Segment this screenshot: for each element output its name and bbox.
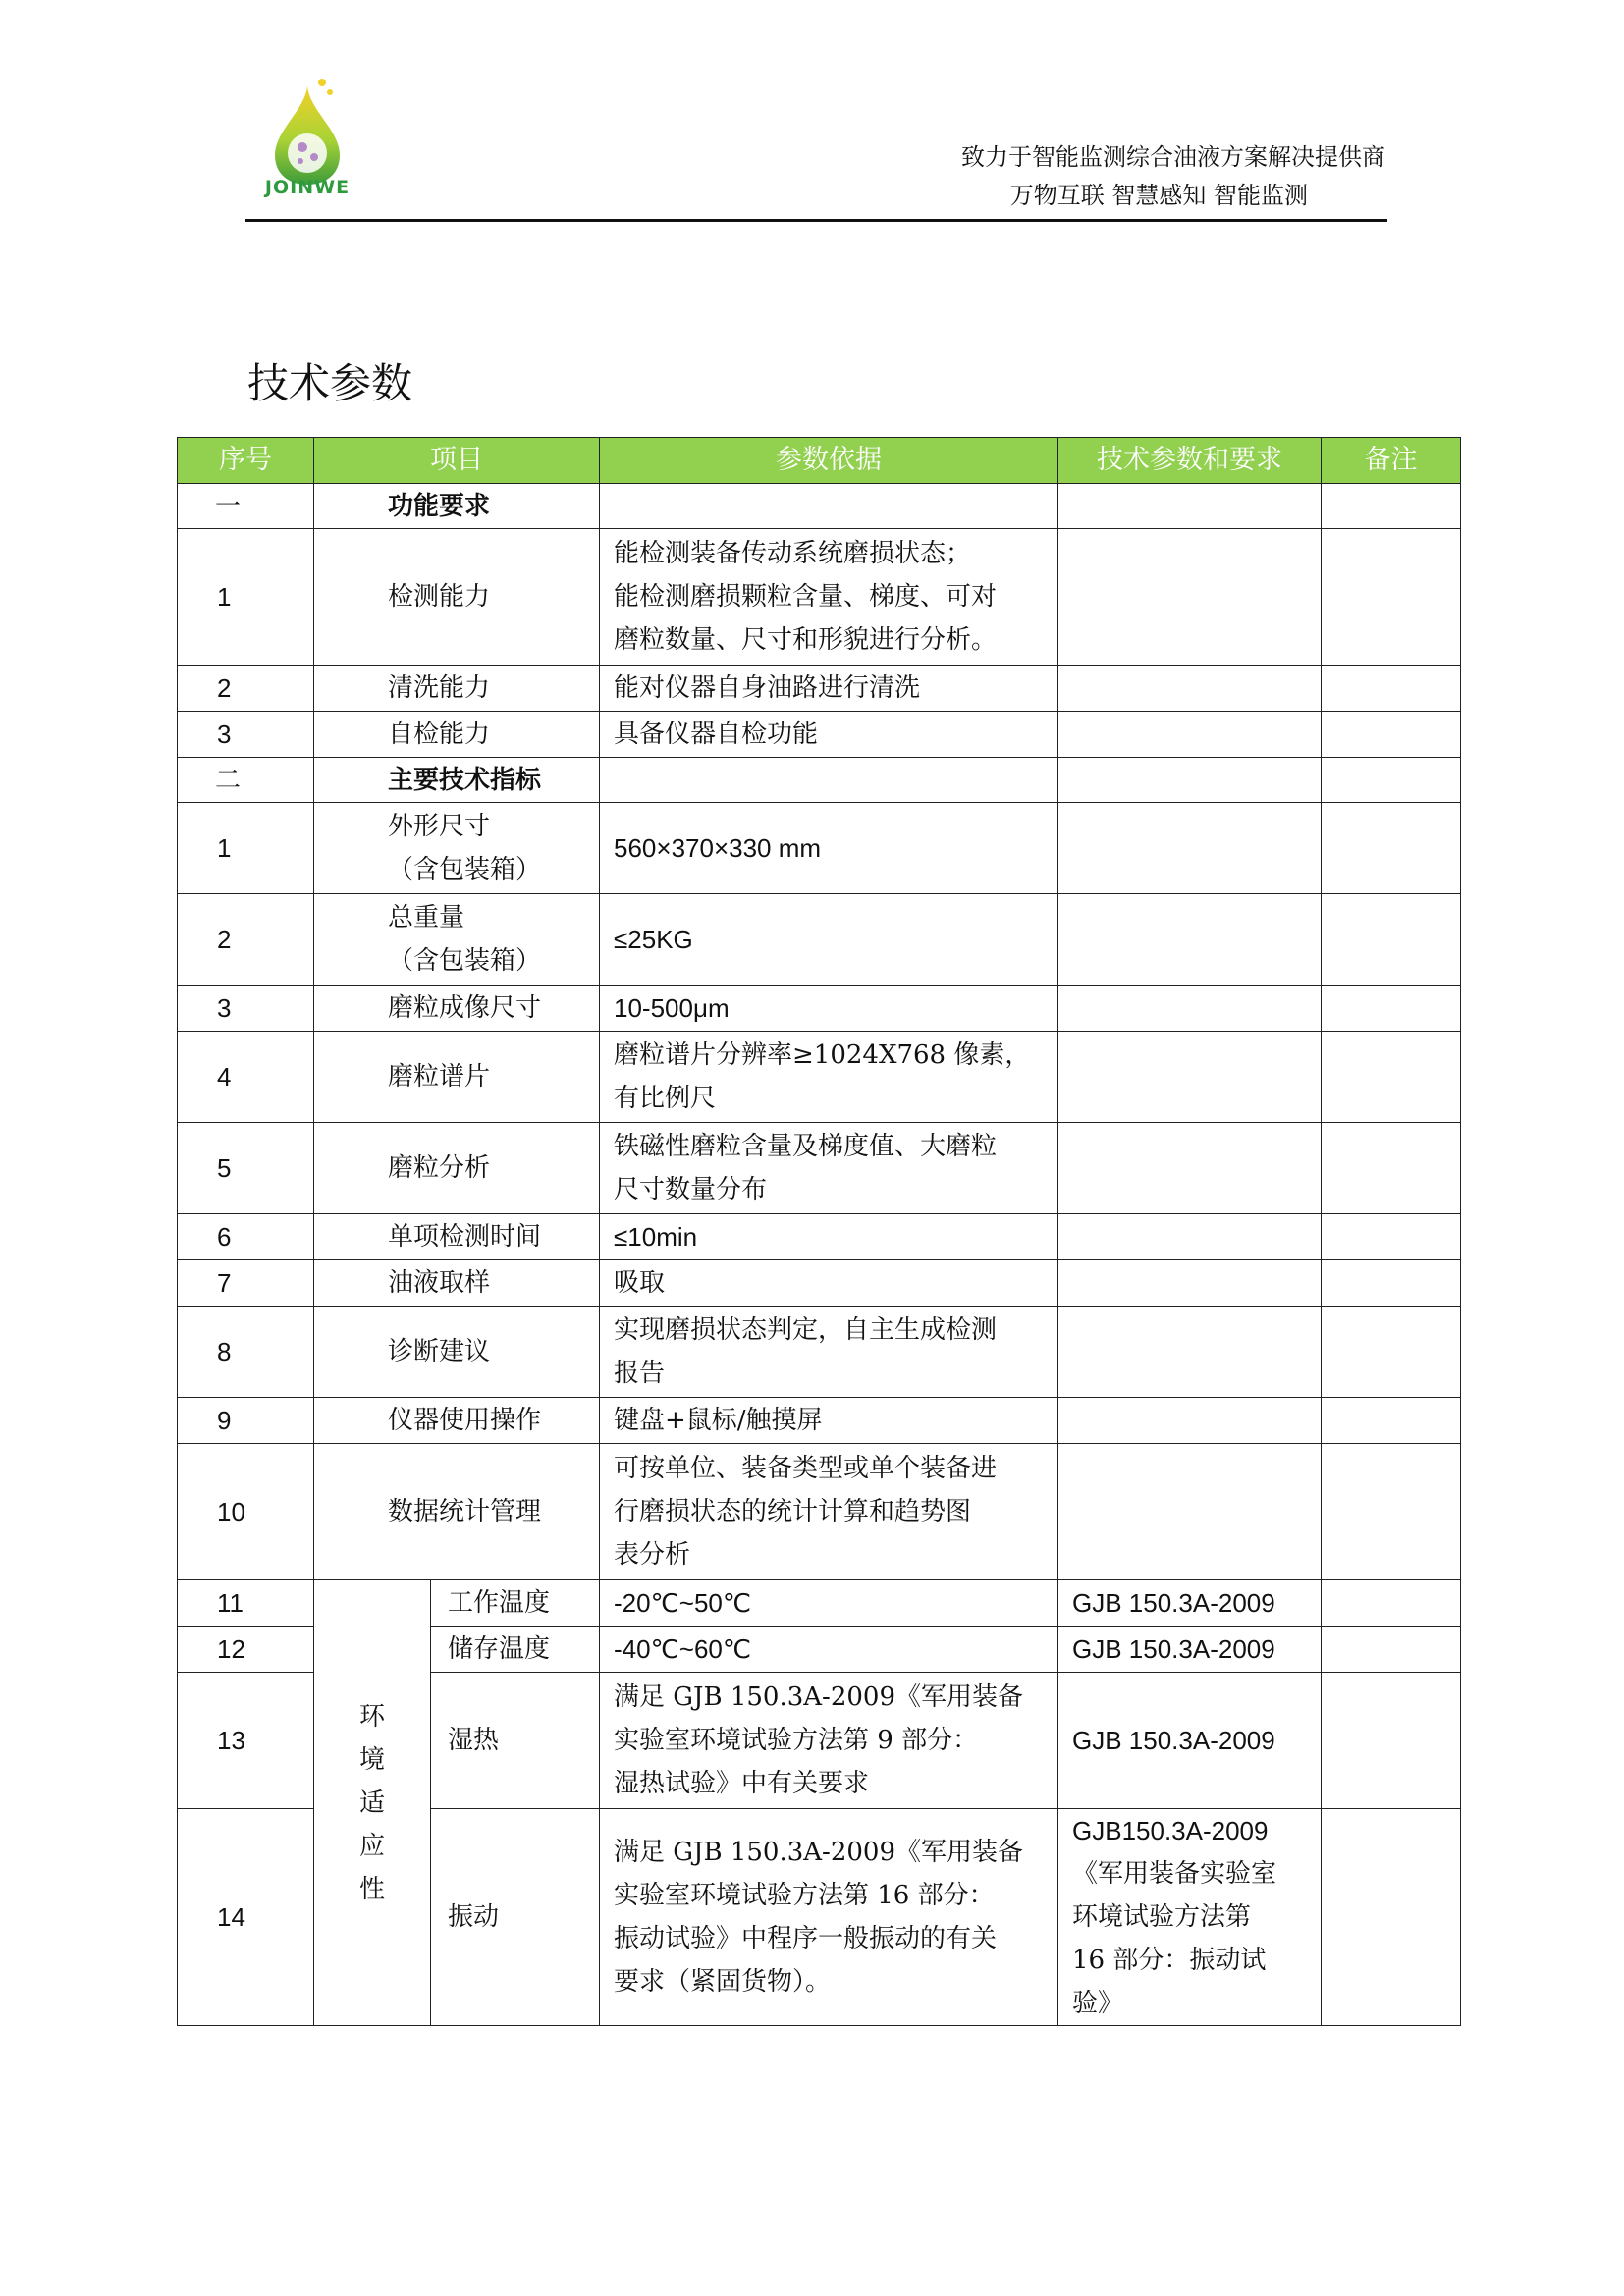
row-no: 11 [178,1580,314,1627]
row-basis: 键盘+鼠标/触摸屏 [600,1398,1058,1444]
row-basis: 能对仪器自身油路进行清洗 [600,666,1058,712]
row-no: 10 [178,1444,314,1580]
row-no: 13 [178,1673,314,1809]
row-no: 6 [178,1214,314,1260]
row-req: GJB150.3A-2009 《军用装备实验室 环境试验方法第 16 部分：振动试 验》 [1058,1809,1322,2026]
row-no: 9 [178,1398,314,1444]
row-no: 2 [178,666,314,712]
section-no: 二 [178,758,314,803]
table-row [178,1123,1461,1214]
row-item: 外形尺寸 （含包装箱） [314,803,600,894]
col-header-basis: 参数依据 [600,438,1058,484]
row-basis: 具备仪器自检功能 [600,712,1058,758]
row-no: 3 [178,986,314,1032]
table-row [178,666,1461,712]
row-no: 14 [178,1809,314,2026]
table-row [178,803,1461,894]
row-basis: 10-500μm [600,986,1058,1032]
table-header-row [178,438,1461,484]
section-row [178,758,1461,803]
row-item: 磨粒谱片 [314,1032,600,1123]
table-row [178,1214,1461,1260]
section-title: 主要技术指标 [314,758,600,803]
row-basis: 可按单位、装备类型或单个装备进 行磨损状态的统计计算和趋势图 表分析 [600,1444,1058,1580]
table-row [178,1580,1461,1627]
row-item: 油液取样 [314,1260,600,1307]
row-no: 1 [178,803,314,894]
row-basis: 实现磨损状态判定，自主生成检测 报告 [600,1307,1058,1398]
row-basis: ≤25KG [600,894,1058,986]
row-basis: 吸取 [600,1260,1058,1307]
row-item: 仪器使用操作 [314,1398,600,1444]
row-no: 2 [178,894,314,986]
row-no: 7 [178,1260,314,1307]
row-req: GJB 150.3A-2009 [1058,1673,1322,1809]
table-row [178,1260,1461,1307]
row-item: 总重量 （含包装箱） [314,894,600,986]
table-row [178,712,1461,758]
page-title: 技术参数 [247,359,413,408]
row-basis: ≤10min [600,1214,1058,1260]
row-no: 12 [178,1627,314,1673]
table-row [178,529,1461,666]
section-no: 一 [178,484,314,529]
row-basis: 560×370×330 mm [600,803,1058,894]
header-divider [245,219,1387,222]
row-basis: 磨粒谱片分辨率≥1024X768 像素， 有比例尺 [600,1032,1058,1123]
row-no: 1 [178,529,314,666]
row-item: 振动 [431,1809,600,2026]
row-basis: 满足 GJB 150.3A-2009《军用装备 实验室环境试验方法第 16 部分： 振动试验》中程序一般振动的有关 要求（紧固货物）。 [600,1809,1058,2026]
col-header-req: 技术参数和要求 [1058,438,1322,484]
col-header-no: 序号 [178,438,314,484]
row-no: 5 [178,1123,314,1214]
table-row [178,894,1461,986]
row-basis: 铁磁性磨粒含量及梯度值、大磨粒 尺寸数量分布 [600,1123,1058,1214]
table-row [178,1307,1461,1398]
row-req: GJB 150.3A-2009 [1058,1627,1322,1673]
row-item: 磨粒分析 [314,1123,600,1214]
table-row [178,1398,1461,1444]
tagline-primary: 致力于智能监测综合油液方案解决提供商 [961,143,1385,171]
row-basis: 能检测装备传动系统磨损状态； 能检测磨损颗粒含量、梯度、可对 磨粒数量、尺寸和形貌进行分析。 [600,529,1058,666]
spec-table [177,437,1461,2026]
logo-wordmark: JOINWE [264,177,351,198]
section-title: 功能要求 [314,484,600,529]
row-item: 清洗能力 [314,666,600,712]
row-item: 自检能力 [314,712,600,758]
row-item: 数据统计管理 [314,1444,600,1580]
table-row [178,986,1461,1032]
row-no: 8 [178,1307,314,1398]
row-item: 磨粒成像尺寸 [314,986,600,1032]
row-no: 4 [178,1032,314,1123]
row-basis: -20℃~50℃ [600,1580,1058,1627]
row-item: 单项检测时间 [314,1214,600,1260]
col-header-item: 项目 [314,438,600,484]
row-basis: -40℃~60℃ [600,1627,1058,1673]
row-basis: 满足 GJB 150.3A-2009《军用装备 实验室环境试验方法第 9 部分： 湿热试验》中有关要求 [600,1673,1058,1809]
table-row [178,1032,1461,1123]
row-req: GJB 150.3A-2009 [1058,1580,1322,1627]
col-header-remark: 备注 [1322,438,1461,484]
section-row [178,484,1461,529]
env-group-label: 环 境 适 应 性 [314,1580,431,2026]
row-item: 诊断建议 [314,1307,600,1398]
row-item: 工作温度 [431,1580,600,1627]
row-no: 3 [178,712,314,758]
tagline-secondary: 万物互联 智慧感知 智能监测 [1009,182,1308,209]
table-row [178,1444,1461,1580]
row-item: 湿热 [431,1673,600,1809]
row-item: 检测能力 [314,529,600,666]
row-item: 储存温度 [431,1627,600,1673]
